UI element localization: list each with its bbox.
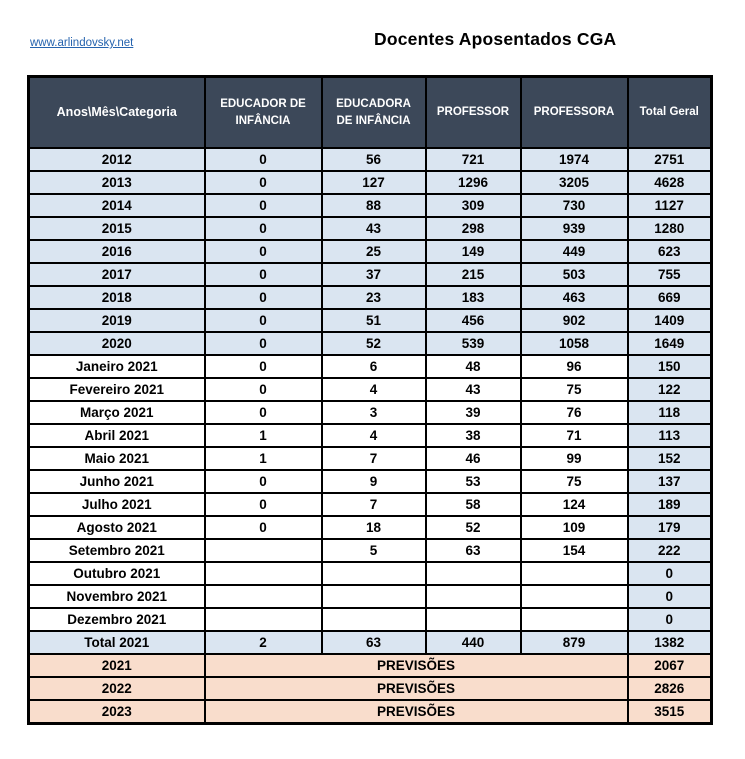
table-cell: 0 bbox=[205, 240, 322, 263]
table-row bbox=[29, 447, 712, 470]
table-cell bbox=[521, 562, 628, 585]
table-cell bbox=[205, 608, 322, 631]
table-cell: 88 bbox=[322, 194, 426, 217]
row-label: Maio 2021 bbox=[29, 447, 205, 470]
table-row bbox=[29, 355, 712, 378]
table-cell: 113 bbox=[628, 424, 712, 447]
table-cell: 150 bbox=[628, 355, 712, 378]
row-label: 2014 bbox=[29, 194, 205, 217]
table-cell: 183 bbox=[426, 286, 521, 309]
table-row bbox=[29, 263, 712, 286]
table-row bbox=[29, 148, 712, 171]
table-row bbox=[29, 171, 712, 194]
table-cell: 463 bbox=[521, 286, 628, 309]
table-row bbox=[29, 424, 712, 447]
table-cell: 0 bbox=[205, 217, 322, 240]
table-cell bbox=[205, 585, 322, 608]
column-header: Anos\Mês\Categoria bbox=[29, 77, 205, 149]
table-cell: 46 bbox=[426, 447, 521, 470]
row-label: Total 2021 bbox=[29, 631, 205, 654]
table-cell: 1058 bbox=[521, 332, 628, 355]
row-label: Julho 2021 bbox=[29, 493, 205, 516]
table-cell bbox=[426, 562, 521, 585]
table-cell: 122 bbox=[628, 378, 712, 401]
table-cell: 440 bbox=[426, 631, 521, 654]
table-cell: 52 bbox=[322, 332, 426, 355]
row-label: 2017 bbox=[29, 263, 205, 286]
forecast-span-cell: PREVISÕES bbox=[205, 654, 628, 677]
table-cell: 25 bbox=[322, 240, 426, 263]
column-header: EDUCADOR DE INFÂNCIA bbox=[205, 77, 322, 149]
table-cell bbox=[426, 608, 521, 631]
row-label: 2019 bbox=[29, 309, 205, 332]
forecast-total-cell: 2067 bbox=[628, 654, 712, 677]
table-row bbox=[29, 539, 712, 562]
table-cell bbox=[521, 585, 628, 608]
table-cell: 75 bbox=[521, 378, 628, 401]
table-cell: 5 bbox=[322, 539, 426, 562]
table-cell bbox=[322, 585, 426, 608]
table-cell: 127 bbox=[322, 171, 426, 194]
table-cell: 3205 bbox=[521, 171, 628, 194]
table-cell: 1382 bbox=[628, 631, 712, 654]
table-cell: 4 bbox=[322, 378, 426, 401]
table-cell: 0 bbox=[205, 332, 322, 355]
table-cell: 539 bbox=[426, 332, 521, 355]
table-cell: 0 bbox=[205, 263, 322, 286]
row-label: 2021 bbox=[29, 654, 205, 677]
table-row bbox=[29, 240, 712, 263]
table-cell: 0 bbox=[628, 585, 712, 608]
table-cell: 152 bbox=[628, 447, 712, 470]
table-cell: 71 bbox=[521, 424, 628, 447]
table-cell: 0 bbox=[205, 470, 322, 493]
forecast-row bbox=[29, 654, 712, 677]
table-cell: 669 bbox=[628, 286, 712, 309]
table-cell: 1649 bbox=[628, 332, 712, 355]
table-cell: 154 bbox=[521, 539, 628, 562]
table-cell: 1 bbox=[205, 447, 322, 470]
table-row bbox=[29, 631, 712, 654]
row-label: Março 2021 bbox=[29, 401, 205, 424]
table-header-row bbox=[29, 77, 712, 149]
table-cell: 4 bbox=[322, 424, 426, 447]
table-cell: 0 bbox=[205, 401, 322, 424]
table-cell: 51 bbox=[322, 309, 426, 332]
table-row bbox=[29, 217, 712, 240]
table-cell: 0 bbox=[205, 378, 322, 401]
column-header: EDUCADORA DE INFÂNCIA bbox=[322, 77, 426, 149]
forecast-span-cell: PREVISÕES bbox=[205, 677, 628, 700]
table-cell: 721 bbox=[426, 148, 521, 171]
table-cell: 37 bbox=[322, 263, 426, 286]
table-cell bbox=[322, 608, 426, 631]
row-label: Novembro 2021 bbox=[29, 585, 205, 608]
table-cell: 189 bbox=[628, 493, 712, 516]
table-cell: 0 bbox=[205, 171, 322, 194]
table-cell: 109 bbox=[521, 516, 628, 539]
row-label: 2020 bbox=[29, 332, 205, 355]
table-cell bbox=[322, 562, 426, 585]
row-label: 2016 bbox=[29, 240, 205, 263]
table-cell: 39 bbox=[426, 401, 521, 424]
table-cell: 939 bbox=[521, 217, 628, 240]
table-cell: 2 bbox=[205, 631, 322, 654]
table-cell: 38 bbox=[426, 424, 521, 447]
table-row bbox=[29, 401, 712, 424]
table-cell: 53 bbox=[426, 470, 521, 493]
row-label: 2018 bbox=[29, 286, 205, 309]
table-row bbox=[29, 516, 712, 539]
table-cell: 6 bbox=[322, 355, 426, 378]
retired-teachers-table bbox=[27, 75, 713, 725]
row-label: Abril 2021 bbox=[29, 424, 205, 447]
table-cell: 879 bbox=[521, 631, 628, 654]
table-row bbox=[29, 309, 712, 332]
forecast-total-cell: 2826 bbox=[628, 677, 712, 700]
table-cell: 0 bbox=[205, 355, 322, 378]
row-label: 2013 bbox=[29, 171, 205, 194]
column-header: PROFESSOR bbox=[426, 77, 521, 149]
table-row bbox=[29, 470, 712, 493]
forecast-row bbox=[29, 677, 712, 700]
table-cell: 137 bbox=[628, 470, 712, 493]
row-label: Fevereiro 2021 bbox=[29, 378, 205, 401]
table-cell: 0 bbox=[205, 148, 322, 171]
forecast-row bbox=[29, 700, 712, 724]
table-row bbox=[29, 585, 712, 608]
table-cell: 1409 bbox=[628, 309, 712, 332]
row-label: Janeiro 2021 bbox=[29, 355, 205, 378]
table-cell: 0 bbox=[628, 562, 712, 585]
table-cell: 18 bbox=[322, 516, 426, 539]
table-cell: 43 bbox=[322, 217, 426, 240]
table-cell: 0 bbox=[205, 309, 322, 332]
table-cell: 9 bbox=[322, 470, 426, 493]
table-row bbox=[29, 608, 712, 631]
table-row bbox=[29, 562, 712, 585]
table-cell: 96 bbox=[521, 355, 628, 378]
table-cell: 56 bbox=[322, 148, 426, 171]
row-label: 2023 bbox=[29, 700, 205, 724]
table-row bbox=[29, 194, 712, 217]
table-cell: 0 bbox=[205, 194, 322, 217]
table-cell: 0 bbox=[628, 608, 712, 631]
table-cell: 99 bbox=[521, 447, 628, 470]
forecast-total-cell: 3515 bbox=[628, 700, 712, 724]
row-label: Junho 2021 bbox=[29, 470, 205, 493]
table-cell: 4628 bbox=[628, 171, 712, 194]
table-cell: 3 bbox=[322, 401, 426, 424]
table-cell: 63 bbox=[322, 631, 426, 654]
table-cell: 730 bbox=[521, 194, 628, 217]
row-label: 2015 bbox=[29, 217, 205, 240]
table-row bbox=[29, 286, 712, 309]
table-cell: 222 bbox=[628, 539, 712, 562]
table-cell: 449 bbox=[521, 240, 628, 263]
row-label: Agosto 2021 bbox=[29, 516, 205, 539]
table-cell: 623 bbox=[628, 240, 712, 263]
table-cell: 0 bbox=[205, 493, 322, 516]
table-cell: 48 bbox=[426, 355, 521, 378]
column-header: PROFESSORA bbox=[521, 77, 628, 149]
table-cell: 76 bbox=[521, 401, 628, 424]
table-cell: 149 bbox=[426, 240, 521, 263]
table-row bbox=[29, 378, 712, 401]
table-cell: 63 bbox=[426, 539, 521, 562]
table-cell: 0 bbox=[205, 286, 322, 309]
row-label: 2022 bbox=[29, 677, 205, 700]
table-cell bbox=[205, 539, 322, 562]
row-label: Outubro 2021 bbox=[29, 562, 205, 585]
table-cell bbox=[205, 562, 322, 585]
table-cell: 309 bbox=[426, 194, 521, 217]
table-cell: 755 bbox=[628, 263, 712, 286]
table-cell: 1127 bbox=[628, 194, 712, 217]
row-label: Dezembro 2021 bbox=[29, 608, 205, 631]
table-cell: 1280 bbox=[628, 217, 712, 240]
table-cell: 215 bbox=[426, 263, 521, 286]
website-link[interactable]: www.arlindovsky.net bbox=[30, 37, 134, 49]
table-cell: 52 bbox=[426, 516, 521, 539]
table-cell: 2751 bbox=[628, 148, 712, 171]
table-cell: 456 bbox=[426, 309, 521, 332]
row-label: Setembro 2021 bbox=[29, 539, 205, 562]
table-cell: 118 bbox=[628, 401, 712, 424]
table-cell: 1296 bbox=[426, 171, 521, 194]
table-cell: 58 bbox=[426, 493, 521, 516]
table-row bbox=[29, 493, 712, 516]
table-cell: 298 bbox=[426, 217, 521, 240]
column-header: Total Geral bbox=[628, 77, 712, 149]
table-cell: 902 bbox=[521, 309, 628, 332]
table-cell: 179 bbox=[628, 516, 712, 539]
table-cell: 124 bbox=[521, 493, 628, 516]
table-cell: 503 bbox=[521, 263, 628, 286]
table-cell: 23 bbox=[322, 286, 426, 309]
table-cell: 7 bbox=[322, 447, 426, 470]
table-cell: 75 bbox=[521, 470, 628, 493]
table-cell: 43 bbox=[426, 378, 521, 401]
table-cell: 0 bbox=[205, 516, 322, 539]
table-cell bbox=[521, 608, 628, 631]
page-title: Docentes Aposentados CGA bbox=[374, 29, 617, 49]
table-cell bbox=[426, 585, 521, 608]
table-row bbox=[29, 332, 712, 355]
table-body bbox=[29, 148, 712, 724]
table-cell: 1974 bbox=[521, 148, 628, 171]
table-cell: 1 bbox=[205, 424, 322, 447]
forecast-span-cell: PREVISÕES bbox=[205, 700, 628, 724]
row-label: 2012 bbox=[29, 148, 205, 171]
table-cell: 7 bbox=[322, 493, 426, 516]
